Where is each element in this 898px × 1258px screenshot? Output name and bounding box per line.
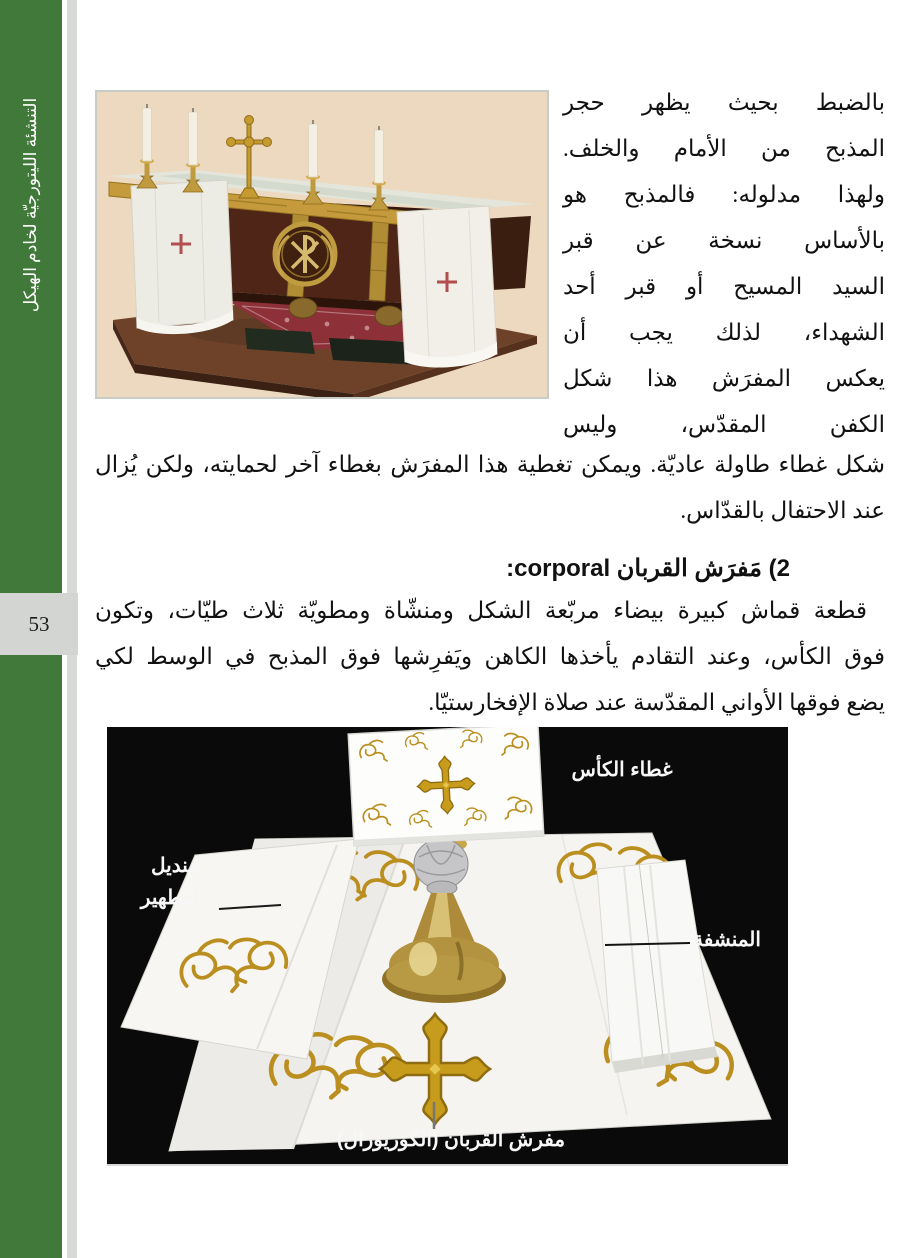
intro-column-line: يعكس المفرَش هذا شكل — [563, 366, 885, 391]
purificator-label-line-2: التطهير — [140, 887, 202, 909]
chalice-pall — [348, 727, 544, 846]
liturgical-cloths-photo — [107, 727, 788, 1166]
corporal-label: مفرش القربان (الكوريورال) — [336, 1129, 566, 1151]
paragraph-line: فوق الكأس، وعند التقادم يأخذها الكاهن ويَفرِشها فوق المذبح في الوسط لكي — [95, 644, 885, 669]
purificator-label-line-1: منديل — [151, 855, 199, 877]
hanging-cloth-left — [131, 180, 233, 334]
intro-column-line: بالضبط بحيث يظهر حجر — [563, 90, 885, 115]
page-number-badge — [0, 593, 78, 655]
intro-text-column — [563, 80, 885, 448]
altar-illustration — [97, 92, 547, 397]
intro-column-line: السيد المسيح أو قبر أحد — [563, 274, 885, 299]
paragraph-line: يضع فوقها الأواني المقدّسة عند صلاة الإفخارستيّا. — [428, 690, 885, 715]
pall-label: غطاء الكأس — [571, 759, 673, 781]
intro-full-width — [95, 442, 885, 534]
intro-column-line: الشهداء، لذلك يجب أن — [563, 320, 885, 345]
sidebar-vertical-title: التنشئة الليتورجيّة لخادم الهيكل — [21, 97, 40, 313]
chi-rho-icon — [275, 224, 335, 284]
intro-column-line: المذبح من الأمام والخلف. — [563, 136, 885, 161]
page-number: 53 — [28, 611, 50, 636]
section-heading: 2) مَفرَش القربان corporal: — [506, 555, 790, 582]
folded-towel — [597, 860, 718, 1073]
intro-full-line: عند الاحتفال بالقدّاس. — [680, 498, 885, 523]
intro-column-line: بالأساس نسخة عن قبر — [563, 228, 885, 253]
hanging-cloth-right — [397, 206, 497, 368]
intro-column-line: الكفن المقدّس، وليس — [563, 412, 885, 437]
section-paragraph — [95, 588, 885, 726]
paragraph-line: قطعة قماش كبيرة بيضاء مربّعة الشكل ومنشّاة ومطويّة ثلاث طيّات، وتكون — [95, 598, 867, 623]
intro-full-line: شكل غطاء طاولة عاديّة. ويمكن تغطية هذا المفرَش بغطاء آخر لحمايته، ولكن يُزال — [95, 452, 885, 477]
altar-figure-image — [95, 90, 549, 399]
cloths-illustration — [107, 727, 788, 1164]
towel-label: المنشفة — [693, 929, 761, 951]
intro-column-line: ولهذا مدلوله: فالمذبح هو — [563, 182, 885, 207]
